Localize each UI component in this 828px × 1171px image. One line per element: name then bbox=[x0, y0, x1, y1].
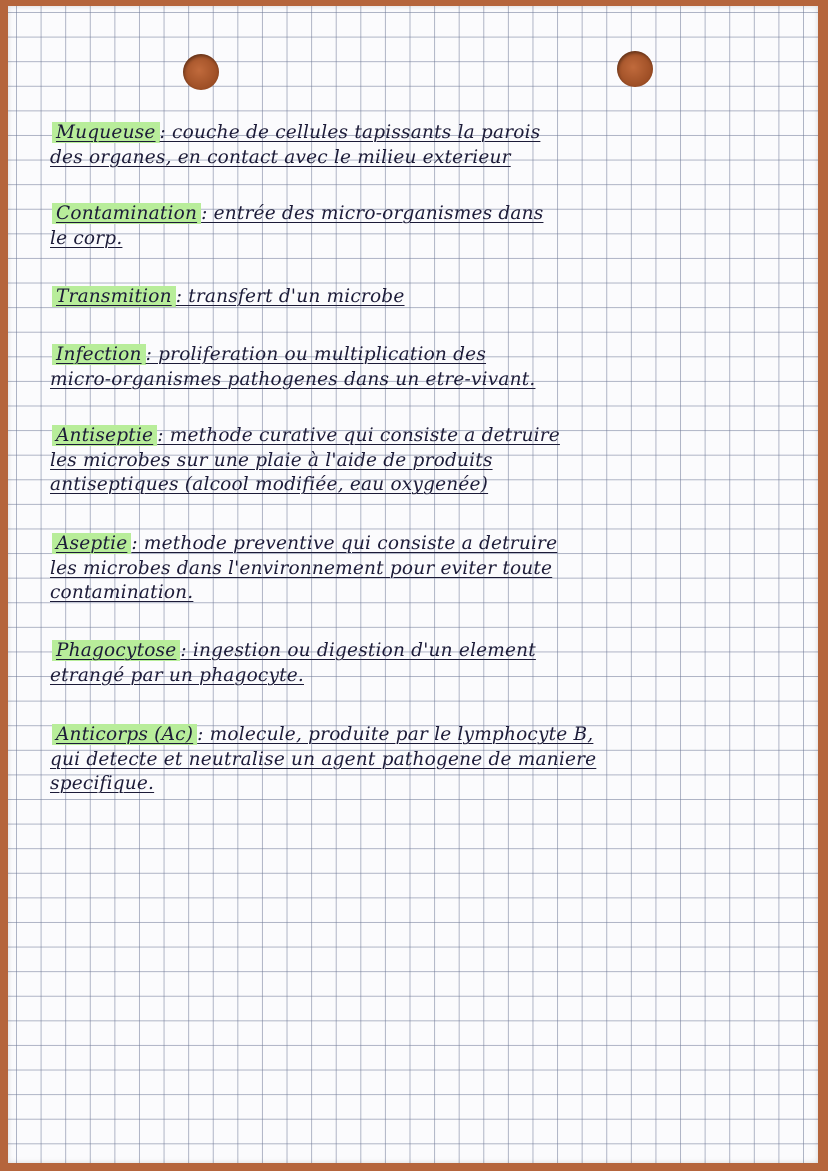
definition-text: : transfert d'un microbe bbox=[175, 286, 405, 307]
definition-line bbox=[50, 581, 800, 606]
definition-text: antiseptiques (alcool modifiée, eau oxygenée) bbox=[50, 474, 489, 496]
term-label: Muqueuse bbox=[52, 122, 160, 143]
definition-line bbox=[50, 639, 800, 664]
definition-line bbox=[50, 723, 800, 748]
definition-muqueuse bbox=[50, 121, 800, 170]
definition-line bbox=[50, 748, 800, 773]
definition-antiseptie bbox=[50, 424, 800, 498]
definition-text: contamination. bbox=[50, 582, 194, 604]
definition-text: : couche de cellules tapissants la parois bbox=[159, 122, 541, 143]
definition-line bbox=[50, 121, 800, 146]
definition-infection bbox=[50, 343, 800, 392]
definition-line bbox=[50, 146, 800, 171]
term-label: Anticorps (Ac) bbox=[52, 724, 197, 745]
definition-text: specifique. bbox=[50, 773, 155, 795]
definition-text: : proliferation ou multiplication des bbox=[145, 344, 487, 365]
definition-line bbox=[50, 202, 800, 227]
definition-aseptie bbox=[50, 532, 800, 606]
definition-text: le corp. bbox=[50, 227, 123, 249]
term-label: Aseptie bbox=[52, 533, 131, 554]
definition-text: etrangé par un phagocyte. bbox=[50, 664, 304, 686]
binder-hole-left bbox=[183, 54, 219, 90]
definition-text: : ingestion ou digestion d'un element bbox=[180, 640, 536, 661]
definition-phagocytose bbox=[50, 639, 800, 688]
definition-text: : entrée des micro-organismes dans bbox=[201, 203, 544, 224]
notebook-page bbox=[8, 6, 818, 1163]
definition-line bbox=[50, 473, 800, 498]
definition-text: : molecule, produite par le lymphocyte B, bbox=[197, 724, 594, 745]
definition-text: les microbes dans l'environnement pour eviter toute bbox=[50, 557, 553, 579]
term-label: Infection bbox=[52, 344, 146, 365]
binder-hole-right bbox=[617, 51, 653, 87]
term-label: Contamination bbox=[52, 203, 201, 224]
definition-line bbox=[50, 449, 800, 474]
definition-line bbox=[50, 368, 800, 393]
term-label: Antiseptie bbox=[52, 425, 157, 446]
definition-line bbox=[50, 285, 800, 310]
definition-contamination bbox=[50, 202, 800, 251]
definition-text: les microbes sur une plaie à l'aide de produits bbox=[50, 449, 493, 471]
definition-text: : methode curative qui consiste a detruire bbox=[157, 425, 560, 446]
definition-text: des organes, en contact avec le milieu exterieur bbox=[50, 146, 511, 168]
definition-transmition bbox=[50, 285, 800, 310]
definition-line bbox=[50, 772, 800, 797]
term-label: Transmition bbox=[52, 286, 176, 307]
definition-line bbox=[50, 424, 800, 449]
term-label: Phagocytose bbox=[52, 640, 180, 661]
definition-text: : methode preventive qui consiste a detruire bbox=[131, 533, 558, 554]
definition-text: qui detecte et neutralise un agent pathogene de maniere bbox=[50, 748, 597, 770]
definition-line bbox=[50, 532, 800, 557]
definition-line bbox=[50, 227, 800, 252]
definition-line bbox=[50, 343, 800, 368]
definition-text: micro-organismes pathogenes dans un etre-vivant. bbox=[50, 368, 536, 390]
definition-anticorps bbox=[50, 723, 800, 797]
definition-line bbox=[50, 557, 800, 582]
definition-line bbox=[50, 664, 800, 689]
